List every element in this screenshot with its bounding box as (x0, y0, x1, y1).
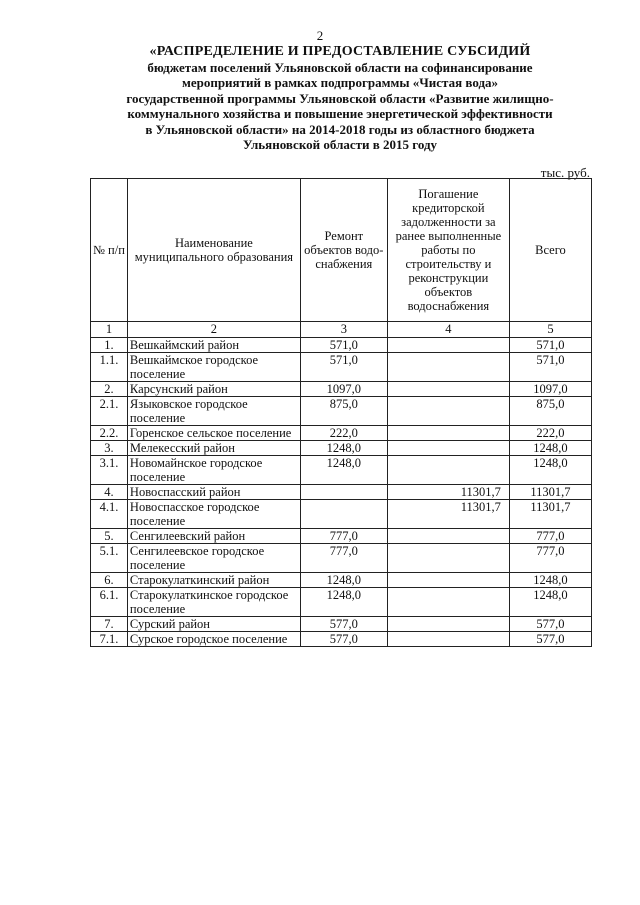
cell-debt (387, 544, 509, 573)
cell-repair: 571,0 (300, 338, 387, 353)
table-row (91, 588, 592, 617)
header-total: Всего (509, 179, 591, 322)
cell-total: 1248,0 (509, 441, 591, 456)
column-number: 2 (127, 322, 300, 338)
cell-name: Мелекесский район (127, 441, 300, 456)
cell-total: 577,0 (509, 632, 591, 647)
cell-total: 577,0 (509, 617, 591, 632)
table-row (91, 617, 592, 632)
table-row (91, 573, 592, 588)
table-row (91, 500, 592, 529)
table-row (91, 529, 592, 544)
cell-num: 1. (91, 338, 128, 353)
cell-repair: 1248,0 (300, 588, 387, 617)
table-row (91, 338, 592, 353)
cell-num: 7.1. (91, 632, 128, 647)
cell-name: Вешкаймский район (127, 338, 300, 353)
cell-num: 2. (91, 382, 128, 397)
cell-debt (387, 456, 509, 485)
page-number: 2 (316, 28, 324, 43)
column-number: 5 (509, 322, 591, 338)
title-line-2: бюджетам поселений Ульяновской области на софинансирование (147, 59, 533, 75)
cell-total: 1248,0 (509, 588, 591, 617)
table-row (91, 456, 592, 485)
cell-num: 5.1. (91, 544, 128, 573)
column-number: 4 (387, 322, 509, 338)
cell-num: 4.1. (91, 500, 128, 529)
header-debt: Погашение кредиторской задолженности за ранее выполненные работы по строительству и реконструкции объектов водоснабжения (387, 179, 509, 322)
cell-repair: 777,0 (300, 529, 387, 544)
table-header-row (91, 179, 592, 322)
cell-repair (300, 500, 387, 529)
cell-name: Сенгилеевский район (127, 529, 300, 544)
cell-debt (387, 441, 509, 456)
cell-name: Горенское сельское поселение (127, 426, 300, 441)
cell-repair: 1248,0 (300, 573, 387, 588)
cell-total: 777,0 (509, 529, 591, 544)
cell-name: Новоспасский район (127, 485, 300, 500)
cell-debt (387, 529, 509, 544)
cell-name: Вешкаймское городское поселение (127, 353, 300, 382)
cell-total: 777,0 (509, 544, 591, 573)
cell-debt (387, 588, 509, 617)
cell-num: 1.1. (91, 353, 128, 382)
cell-repair: 1248,0 (300, 456, 387, 485)
cell-total: 1097,0 (509, 382, 591, 397)
cell-name: Сурское городское поселение (127, 632, 300, 647)
cell-debt (387, 426, 509, 441)
cell-name: Сенгилеевское городское поселение (127, 544, 300, 573)
cell-total: 222,0 (509, 426, 591, 441)
cell-repair: 577,0 (300, 617, 387, 632)
cell-debt (387, 397, 509, 426)
cell-total: 875,0 (509, 397, 591, 426)
cell-total: 1248,0 (509, 573, 591, 588)
cell-total: 11301,7 (509, 485, 591, 500)
cell-name: Карсунский район (127, 382, 300, 397)
table-row (91, 544, 592, 573)
title-line-5: коммунального хозяйства и повышение энергетической эффективности (127, 106, 553, 121)
cell-repair (300, 485, 387, 500)
cell-debt: 11301,7 (387, 485, 509, 500)
cell-name: Старокулаткинское городское поселение (127, 588, 300, 617)
cell-num: 2.1. (91, 397, 128, 426)
title-line-1: «РАСПРЕДЕЛЕНИЕ И ПРЕДОСТАВЛЕНИЕ СУБСИДИЙ (149, 44, 531, 59)
column-number: 1 (91, 322, 128, 338)
cell-repair: 777,0 (300, 544, 387, 573)
table-row (91, 382, 592, 397)
cell-repair: 577,0 (300, 632, 387, 647)
header-name: Наименование муниципального образования (127, 179, 300, 322)
cell-total: 571,0 (509, 338, 591, 353)
cell-total: 571,0 (509, 353, 591, 382)
cell-repair: 875,0 (300, 397, 387, 426)
header-repair: Ремонт объектов водо-снабжения (300, 179, 387, 322)
table-row (91, 353, 592, 382)
cell-name: Новомайнское городское поселение (127, 456, 300, 485)
table-row (91, 397, 592, 426)
header-num: № п/п (91, 179, 128, 322)
title-line-7: Ульяновской области в 2015 году (242, 137, 438, 152)
cell-num: 6. (91, 573, 128, 588)
cell-num: 3.1. (91, 456, 128, 485)
cell-debt: 11301,7 (387, 500, 509, 529)
cell-debt (387, 573, 509, 588)
cell-num: 3. (91, 441, 128, 456)
cell-num: 2.2. (91, 426, 128, 441)
subsidy-table (90, 178, 592, 647)
cell-name: Языковское городское поселение (127, 397, 300, 426)
cell-repair: 571,0 (300, 353, 387, 382)
cell-num: 7. (91, 617, 128, 632)
title-line-4: государственной программы Ульяновской области «Развитие жилищно- (126, 90, 554, 106)
cell-debt (387, 617, 509, 632)
cell-repair: 1097,0 (300, 382, 387, 397)
cell-total: 11301,7 (509, 500, 591, 529)
document-title (70, 44, 610, 153)
cell-num: 6.1. (91, 588, 128, 617)
title-line-3: мероприятий в рамках подпрограммы «Чистая вода» (181, 75, 499, 90)
cell-debt (387, 338, 509, 353)
cell-name: Сурский район (127, 617, 300, 632)
cell-total: 1248,0 (509, 456, 591, 485)
column-numbers-row (91, 322, 592, 338)
units-label: тыс. руб. (540, 165, 590, 180)
cell-repair: 222,0 (300, 426, 387, 441)
cell-repair: 1248,0 (300, 441, 387, 456)
column-number: 3 (300, 322, 387, 338)
table-row (91, 426, 592, 441)
cell-name: Новоспасское городское поселение (127, 500, 300, 529)
table-row (91, 485, 592, 500)
cell-name: Старокулаткинский район (127, 573, 300, 588)
table-row (91, 632, 592, 647)
cell-num: 4. (91, 485, 128, 500)
cell-num: 5. (91, 529, 128, 544)
cell-debt (387, 353, 509, 382)
title-line-6: в Ульяновской области» на 2014-2018 годы из областного бюджета (145, 121, 535, 137)
table-row (91, 441, 592, 456)
cell-debt (387, 632, 509, 647)
cell-debt (387, 382, 509, 397)
